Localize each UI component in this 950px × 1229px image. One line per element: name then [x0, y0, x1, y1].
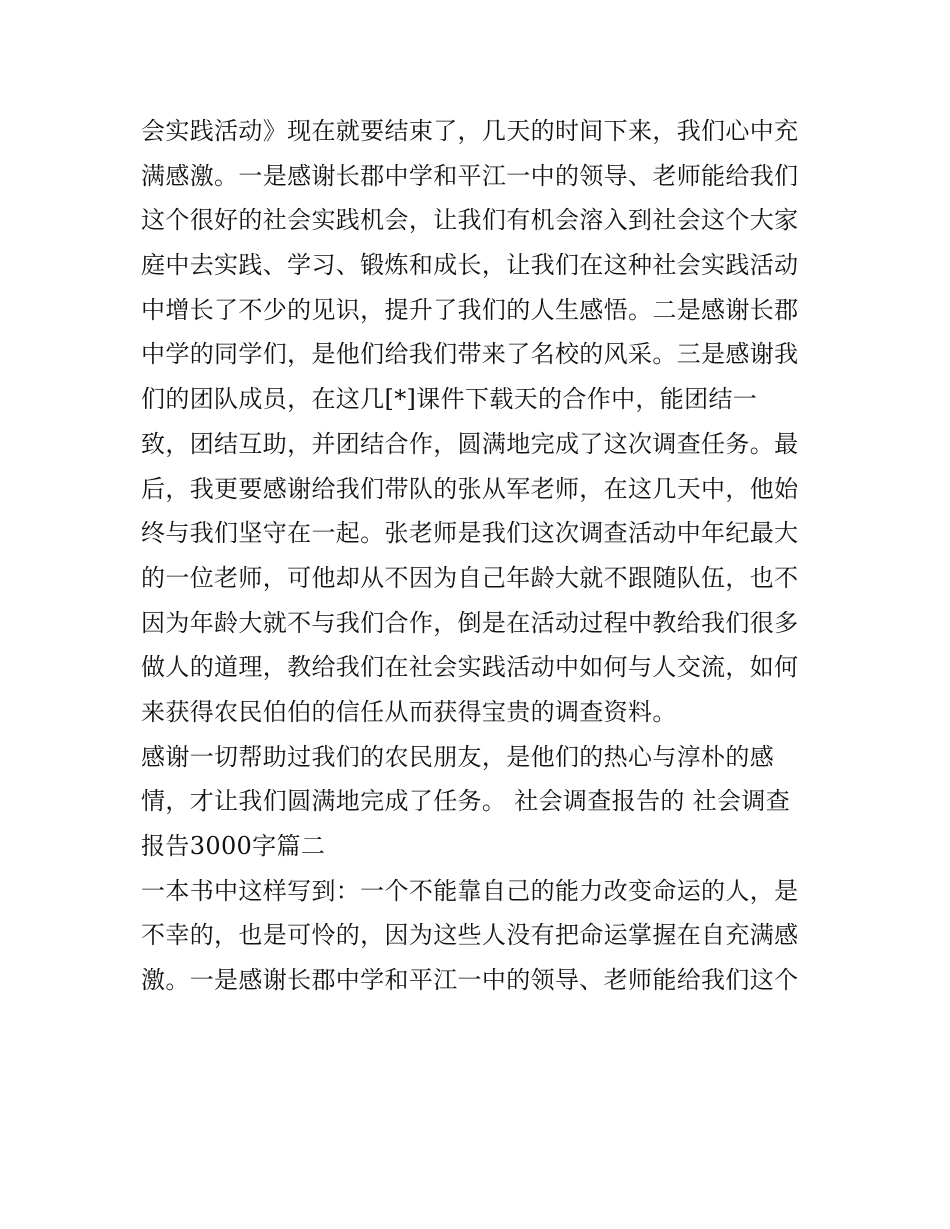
text-line: 做人的道理，教给我们在社会实践活动中如何与人交流，如何 [141, 653, 799, 682]
text-line: 致，团结互助，并团结合作，圆满地完成了这次调查任务。最 [141, 429, 799, 458]
text-line: 来获得农民伯伯的信任从而获得宝贵的调查资料。 [141, 697, 677, 726]
body-text [141, 109, 821, 1003]
text-line: 满感激。一是感谢长郡中学和平江一中的领导、老师能给我们 [141, 161, 799, 190]
section-heading-line: 报告3000字篇二 [141, 832, 326, 860]
text-line: 一本书中这样写到：一个不能靠自己的能力改变命运的人，是 [141, 876, 799, 905]
text-line: 终与我们坚守在一起。张老师是我们这次调查活动中年纪最大 [141, 519, 799, 548]
text-line: 会实践活动》现在就要结束了，几天的时间下来，我们心中充 [141, 117, 799, 145]
text-line: 中增长了不少的见识，提升了我们的人生感悟。二是感谢长郡 [141, 295, 799, 324]
text-line: 因为年龄大就不与我们合作，倒是在活动过程中教给我们很多 [141, 608, 799, 637]
text-line: 激。一是感谢长郡中学和平江一中的领导、老师能给我们这个 [141, 966, 799, 995]
text-line: 中学的同学们，是他们给我们带来了名校的风采。三是感谢我 [141, 340, 799, 369]
text-line: 感谢一切帮助过我们的农民朋友，是他们的热心与淳朴的感 [141, 742, 775, 771]
text-line: 情，才让我们圆满地完成了任务。 社会调查报告的 社会调查 [141, 787, 791, 816]
text-line: 这个很好的社会实践机会，让我们有机会溶入到社会这个大家 [141, 206, 799, 235]
text-line: 庭中去实践、学习、锻炼和成长，让我们在这种社会实践活动 [141, 251, 799, 280]
text-line: 后，我更要感谢给我们带队的张从军老师，在这几天中，他始 [141, 474, 799, 503]
text-line: 不幸的，也是可怜的，因为这些人没有把命运掌握在自充满感 [141, 921, 799, 950]
text-line: 们的团队成员，在这几[*]课件下载天的合作中，能团结一 [141, 385, 758, 414]
text-line: 的一位老师，可他却从不因为自己年龄大就不跟随队伍，也不 [141, 563, 799, 592]
